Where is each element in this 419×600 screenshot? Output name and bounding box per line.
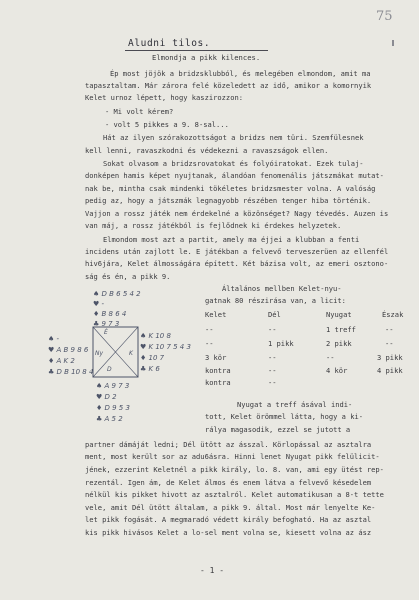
bid-cell: --	[205, 325, 214, 334]
north-hand-line: ♦ B 8 6 4	[93, 310, 127, 318]
compass-east: K	[129, 350, 133, 357]
body-line: Ép most jöjök a bridzsklubból, és melegében elmondom, amit ma	[110, 69, 371, 78]
east-hand-line: ♣ K 6	[140, 365, 160, 373]
body-line: rálya magasodik, ezzel se jutott a	[205, 425, 351, 434]
body-line: ság és én, a pikk 9.	[85, 272, 171, 281]
body-line: hiv6jára, Kelet álmosságára épített. Két bázisa volt, az emeri osztono-	[85, 259, 389, 268]
bid-cell: 4 kör	[326, 366, 348, 375]
bid-cell: kontra	[205, 366, 231, 375]
page-number: 75	[376, 9, 393, 24]
bid-cell: --	[385, 339, 394, 348]
body-line: van máj, a rossz játékból is fejlődnek ki érdekes helyzetek.	[85, 221, 342, 230]
bid-cell: 3 kör	[205, 353, 227, 362]
bid-cell: --	[205, 339, 214, 348]
bid-cell: 1 treff	[326, 325, 356, 334]
bidding-intro-line: gatnak 80 részirása van, a licit:	[205, 296, 346, 305]
document-title: Aludni tilos.	[128, 38, 211, 49]
east-hand-line: ♠ K 10 8	[140, 332, 171, 340]
bid-cell: --	[268, 353, 277, 362]
body-line: ment, most került sor az adu6ásra. Hinni lenet Nyugat pikk felülicit-	[85, 452, 380, 461]
margin-mark	[392, 40, 394, 46]
bid-cell: kontra	[205, 378, 231, 387]
body-line: tapasztaltam. Már zárora felé közeledett az idő, amikor a komornyik	[85, 81, 372, 90]
east-hand-line: ♥ K 10 7 5 4 3	[140, 343, 191, 351]
body-line: - Mi volt kérem?	[105, 107, 174, 116]
bid-cell: 2 pikk	[326, 339, 352, 348]
bid-header-del: Dél	[268, 310, 281, 319]
body-line: Kelet urnoz lépett, hogy kaszirozzon:	[85, 93, 244, 102]
body-line: Sokat olvasom a bridzsrovatokat és folyóiratokat. Ezek tulaj-	[103, 159, 364, 168]
bid-cell: --	[268, 325, 277, 334]
south-hand-line: ♠ A 9 7 3	[96, 382, 130, 390]
compass-south: D	[107, 366, 112, 373]
page-footer-number: - 1 -	[200, 566, 225, 575]
bid-header-eszak: Észak	[382, 310, 404, 319]
body-line: Nyugat a treff ásával indi-	[237, 400, 353, 409]
body-line: let pikk fogását. A megmaradó védett király befogható. Ha az asztal	[85, 515, 372, 524]
body-line: kell lenni, ravaszkodni és védekezni a ravaszságok ellen.	[85, 146, 329, 155]
body-line: kis pikk hivásos Kelet a lo-sel ment volna se, kiesett volna az ász	[85, 528, 372, 537]
body-line: Vajjon a rossz játék nem érdekelné a közönséget? Nagy tévedés. Auzen is	[85, 209, 389, 218]
body-line: jének, ezzerint Keletnél a pikk király, lo. 8. van, ami egy ütést rep-	[85, 465, 384, 474]
body-line: partner dámáját ledni; Dél ütött az ásszal. Körlopással az asztalra	[85, 440, 372, 449]
body-line: rezentál. Igen ám, de Kelet álmos és enem látva a felvevő késedelem	[85, 478, 372, 487]
body-line: - volt 5 pikkes a 9. 8-sal...	[105, 120, 229, 129]
south-hand-line: ♦ D 9 5 3	[96, 404, 130, 412]
body-line: Elmondom most azt a partit, amely ma éjjei a klubban a fenti	[103, 235, 360, 244]
west-hand-line: ♦ A K 2	[48, 357, 75, 365]
body-line: Hát az ilyen szórakozottságot a bridzs nem türi. Szemfülesnek	[103, 133, 364, 142]
west-hand-line: ♠ -	[48, 335, 60, 343]
bid-cell: --	[268, 366, 277, 375]
east-hand-line: ♦ 10 7	[140, 354, 165, 362]
bid-cell: 3 pikk	[377, 353, 403, 362]
bid-header-nyugat: Nyugat	[326, 310, 352, 319]
body-line: nélkül kis pikket hivott az asztalról. Kelet automatikusan a 8-t tette	[85, 490, 384, 499]
bid-cell: --	[326, 353, 335, 362]
bid-cell: 1 pikk	[268, 339, 294, 348]
body-line: donképen hamis képet nyujtanak, álandóan fenomenális játszmákat mutat-	[85, 171, 384, 180]
compass-west: Ny	[95, 350, 104, 357]
bid-header-kelet: Kelet	[205, 310, 227, 319]
body-line: pedig az, hogy a játszmák legnagyobb részében tenger hiba történik.	[85, 196, 372, 205]
north-hand-line: ♠ D B 6 5 4 2	[93, 290, 141, 298]
body-line: incidens után zajlott le. E játékban a felvevő terveszerüen az ellenfél	[85, 247, 389, 256]
south-hand-line: ♣ A 5 2	[96, 415, 123, 423]
bidding-intro-line: Általános mellben Kelet-nyu-	[222, 284, 342, 293]
bid-cell: 4 pikk	[377, 366, 403, 375]
body-line: nak be, mintha csak mindenki tökéletes bridzsmester volna. A valóság	[85, 184, 376, 193]
bid-cell: --	[385, 325, 394, 334]
compass-north: É	[104, 329, 108, 336]
title-underline	[125, 50, 268, 51]
north-hand-line: ♣ 9 7 3	[93, 320, 120, 328]
south-hand-line: ♥ D 2	[96, 393, 117, 401]
north-hand-line: ♥ -	[93, 300, 105, 308]
document-subtitle: Elmondja a pikk kilences.	[152, 53, 261, 62]
west-hand-line: ♥ A B 9 8 6	[48, 346, 89, 354]
body-line: vele, amit Dél ütött általam, a pikk 9. által. Most már lenyelte Ke-	[85, 503, 376, 512]
west-hand-line: ♣ D B 10 8 4	[48, 368, 94, 376]
body-line: tott, Kelet örömmel látta, hogy a ki-	[205, 412, 364, 421]
bid-cell: --	[268, 378, 277, 387]
